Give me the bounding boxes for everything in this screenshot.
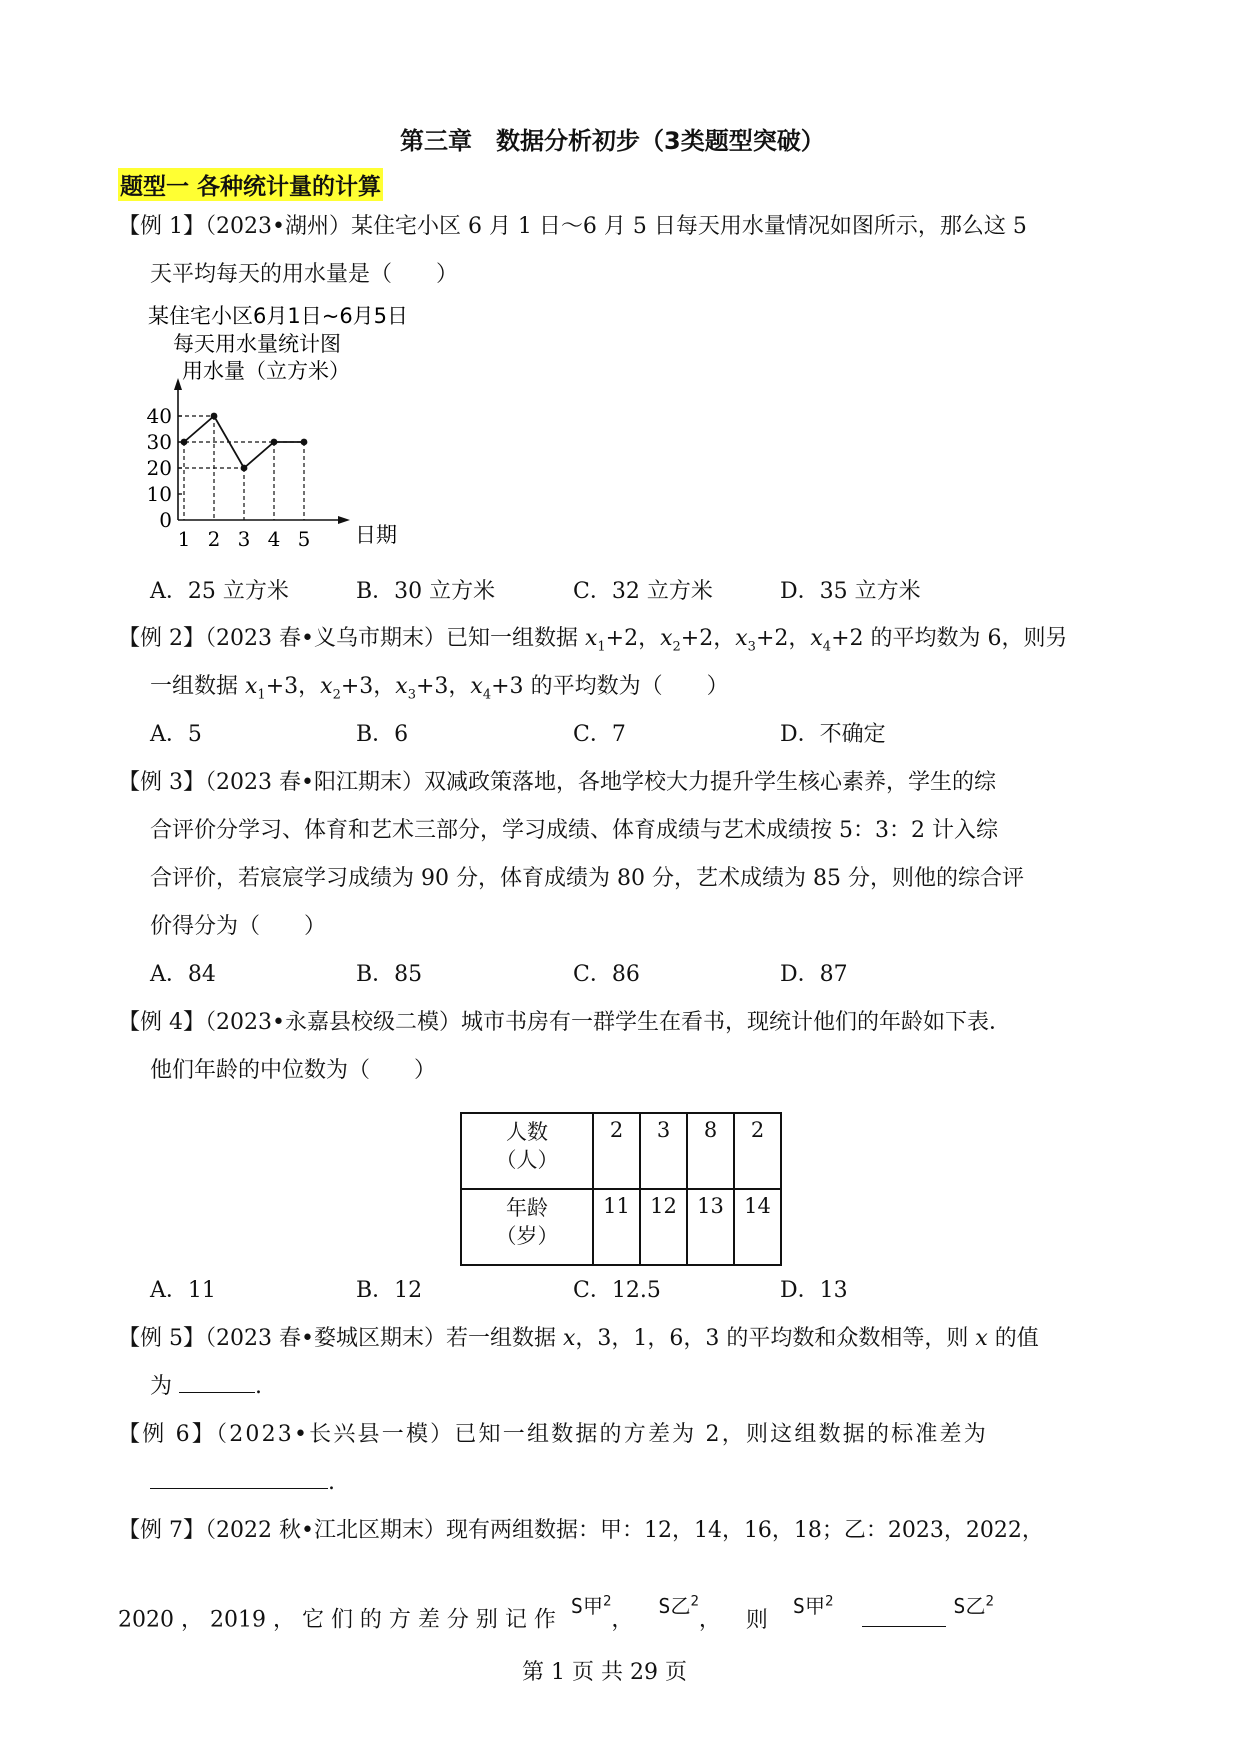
y-axis-arrow [174,378,182,390]
table-cell: 11 [593,1189,640,1265]
ex6-line2: . [150,1470,335,1496]
ex4-option-b: B．12 [356,1278,423,1303]
table-cell: 12 [640,1189,687,1265]
sq-3: 2 [824,1593,834,1609]
row1-head-b: （人） [495,1148,559,1172]
y-tick-label: 20 [146,456,172,480]
ex1-option-b: B．30 立方米 [356,579,496,604]
ex1-option-d: D．35 立方米 [780,579,921,604]
data-point [301,439,308,446]
x-tick-label: 2 [207,527,221,551]
sq-4: 2 [985,1593,994,1609]
table-cell: 2 [593,1113,640,1189]
ex2-line2: 一组数据 $x_1+3$，$x_2+3$，$x_3+3$，$x_4+3$ 的平均数为（ ） [150,674,729,703]
ex2-line2-prefix: 一组数据 [150,674,245,699]
ex5-var-2: x [975,1326,988,1351]
table-row-header [461,1113,593,1189]
table-cell: 8 [687,1113,734,1189]
y-tick-label: 40 [146,404,172,428]
ex3-line1: 【例 3】（2023 春•阳江期末）双减政策落地，各地学校大力提升学生核心素养，学生的综 [118,770,996,795]
answer-blank [150,1488,328,1489]
x-tick-label: 4 [267,527,281,551]
chart-y-axis-label: 用水量（立方米） [182,359,350,383]
sq-2: 2 [690,1593,699,1609]
table-cell: 3 [640,1113,687,1189]
ex2-line2-suffix: 的平均数为（ ） [530,674,729,699]
x-tick-label: 1 [177,527,191,551]
y-tick-label: 0 [159,508,172,532]
ex2-line1: 【例 2】（2023 春•义乌市期末）已知一组数据 $x_1+2$，$x_2+2$，$x_3+2$，$x_4+2$ 的平均数为 6，则另 [118,626,1068,655]
s-jia-text: S甲 [570,1593,603,1618]
ex7-line2 [118,1593,994,1634]
table-cell: 2 [734,1113,781,1189]
ex3-line3: 合评价，若宸宸学习成绩为 90 分，体育成绩为 80 分，艺术成绩为 85 分，则他的综合评 [150,866,1024,891]
s-jia-text-2: S甲 [792,1593,825,1618]
chart-subtitle: 每天用水量统计图 [173,332,341,356]
ex1-option-c: C．32 立方米 [573,579,713,604]
ex3-line2: 合评价分学习、体育和艺术三部分，学习成绩、体育成绩与艺术成绩按 5：3：2 计入综 [150,818,998,843]
ex2-option-a: A．5 [150,722,202,747]
chart-tick-labels [147,404,311,551]
answer-blank [179,1392,255,1393]
s-jia-symbol [571,1594,611,1618]
ex2-option-d: D．不确定 [780,722,886,747]
ex5-line2-text: 为 [150,1374,173,1399]
ex3-option-d: D．87 [780,962,848,987]
ex5-line2: 为 . [150,1374,263,1399]
table-row-header [461,1189,593,1265]
ex3-option-b: B．85 [356,962,423,987]
row1-head-a: 人数 [506,1120,548,1144]
ex5-var: x [562,1326,576,1351]
table-row [461,1189,781,1265]
ex1-option-a: A．25 立方米 [150,579,289,604]
table-cell: 13 [687,1189,734,1265]
page-title: 第三章 数据分析初步（3类题型突破） [400,127,825,155]
comma-1: ， [611,1607,634,1633]
row2-head-a: 年龄 [506,1196,548,1220]
ex5-line1 [118,1326,1039,1352]
ex7-line2a: 2020 ， 2019 ， 它 们 的 方 差 分 别 记 作 [118,1607,556,1633]
ex2-option-c: C．7 [573,722,626,747]
s-yi-symbol-2 [953,1594,993,1618]
x-tick-label: 3 [237,527,251,551]
ex2-line1-mid: 的平均数为 6，则另 [870,626,1068,651]
section-heading: 题型一 各种统计量的计算 [118,168,383,201]
ex2-prefix: 【例 2】（2023 春•义乌市期末）已知一组数据 [118,626,585,651]
ex5-line1c: 的值 [987,1326,1039,1351]
water-usage-line-chart [130,296,450,558]
ex4-option-a: A．11 [150,1278,216,1303]
chart-title: 某住宅小区6月1日~6月5日 [148,304,409,328]
s-yi-text: S乙 [658,1593,691,1618]
answer-blank [862,1626,946,1627]
sq-1: 2 [602,1593,612,1609]
ex2-option-b: B．6 [356,722,409,747]
table-row [461,1113,781,1189]
ex3-line4: 价得分为（ ） [150,914,327,939]
page-footer: 第 1 页 共 29 页 [522,1660,687,1685]
ex4-option-d: D．13 [780,1278,848,1303]
y-tick-label: 30 [146,430,172,454]
ex4-option-c: C．12.5 [573,1278,661,1303]
ex3-option-a: A．84 [150,962,216,987]
ex4-line1: 【例 4】（2023•永嘉县校级二模）城市书房有一群学生在看书，现统计他们的年龄如下表． [118,1010,1011,1035]
ex5-line1a: 【例 5】（2023 春•婺城区期末）若一组数据 [118,1326,563,1351]
s-yi-text-2: S乙 [953,1593,986,1618]
ex1-line2: 天平均每天的用水量是（ ） [150,262,459,287]
data-point [241,465,248,472]
ex4-line2: 他们年龄的中位数为（ ） [150,1058,437,1083]
chart-axes [174,378,350,524]
comma-2: ， [698,1607,721,1633]
ex5-line1b: ，3，1，6，3 的平均数和众数相等，则 [575,1326,976,1351]
s-yi-symbol [658,1594,698,1618]
age-table [460,1112,782,1266]
s-jia-symbol-2 [793,1594,833,1618]
x-axis-arrow [338,516,350,524]
table-cell: 14 [734,1189,781,1265]
row2-head-b: （岁） [495,1224,559,1248]
ex3-option-c: C．86 [573,962,640,987]
ex7-line1: 【例 7】（2022 秋•江北区期末）现有两组数据：甲：12，14，16，18；乙：2023，2022， [118,1518,1044,1543]
then-text: 则 [745,1607,768,1633]
data-point [271,439,278,446]
ex6-line1: 【例 6】（2023•长兴县一模）已知一组数据的方差为 2，则这组数据的标准差为 [118,1422,988,1447]
x-tick-label: 5 [297,527,311,551]
y-tick-label: 10 [146,482,172,506]
chart-x-axis-label: 日期 [355,523,397,547]
data-point [211,413,218,420]
ex1-line1: 【例 1】（2023•湖州）某住宅小区 6 月 1 日～6 月 5 日每天用水量情况如图所示，那么这 5 [118,214,1027,239]
